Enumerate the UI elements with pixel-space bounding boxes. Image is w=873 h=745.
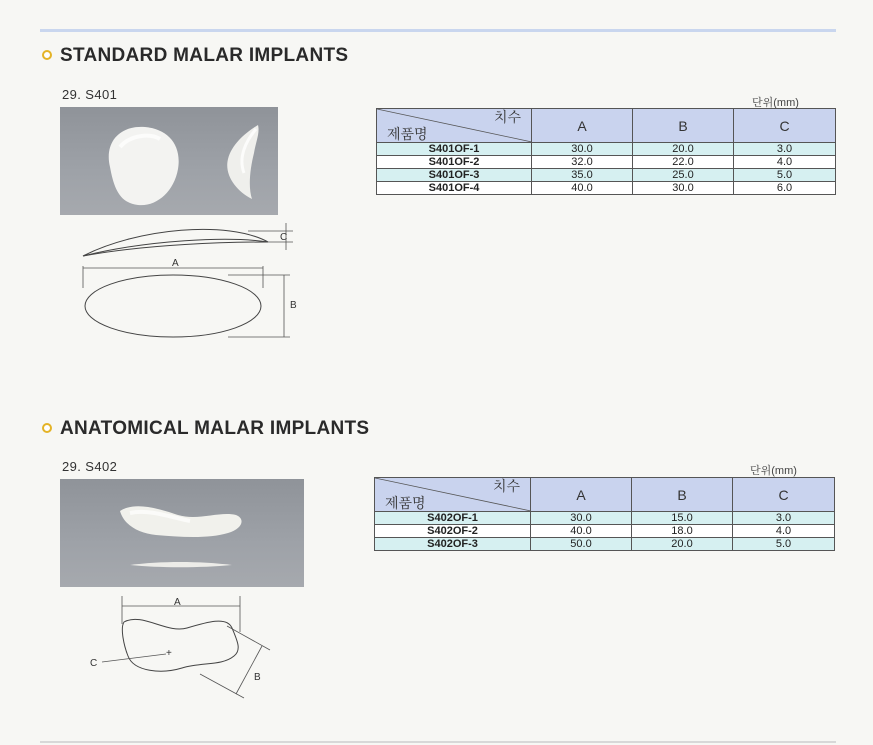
implant-photo-image xyxy=(60,479,304,587)
table-corner-header xyxy=(377,109,532,143)
value-cell: 4.0 xyxy=(734,156,836,169)
product-name-cell: S402OF-3 xyxy=(375,538,531,551)
header-product-name: 제품명 xyxy=(387,126,428,142)
value-cell: 30.0 xyxy=(633,182,734,195)
table-row xyxy=(377,169,836,182)
table-row xyxy=(375,512,835,525)
value-cell: 5.0 xyxy=(733,538,835,551)
diagram-label-a: A xyxy=(174,597,181,608)
table-row xyxy=(375,525,835,538)
product-name-cell: S402OF-1 xyxy=(375,512,531,525)
value-cell: 20.0 xyxy=(632,538,733,551)
value-cell: 5.0 xyxy=(734,169,836,182)
value-cell: 3.0 xyxy=(733,512,835,525)
value-cell: 30.0 xyxy=(532,143,633,156)
column-header-a: A xyxy=(531,478,632,512)
diagram-label-b: B xyxy=(254,672,261,683)
value-cell: 40.0 xyxy=(532,182,633,195)
value-cell: 50.0 xyxy=(531,538,632,551)
header-dimension: 치수 xyxy=(493,109,521,125)
spec-table-s401 xyxy=(376,108,836,195)
product-name-cell: S401OF-2 xyxy=(377,156,532,169)
product-name-cell: S401OF-4 xyxy=(377,182,532,195)
value-cell: 40.0 xyxy=(531,525,632,538)
value-cell: 22.0 xyxy=(633,156,734,169)
top-divider xyxy=(40,29,836,32)
section-title-text: ANATOMICAL MALAR IMPLANTS xyxy=(60,418,370,439)
section-title-anatomical xyxy=(42,418,369,440)
table-row xyxy=(375,538,835,551)
value-cell: 3.0 xyxy=(734,143,836,156)
value-cell: 15.0 xyxy=(632,512,733,525)
column-header-a: A xyxy=(532,109,633,143)
product-code: 29. S401 xyxy=(62,87,118,102)
value-cell: 20.0 xyxy=(633,143,734,156)
diagram-label-c: C xyxy=(280,232,288,243)
section-title-text: STANDARD MALAR IMPLANTS xyxy=(60,45,349,66)
column-header-c: C xyxy=(734,109,836,143)
dimension-diagram-s402 xyxy=(82,594,282,706)
unit-label: 단위(mm) xyxy=(750,465,797,477)
table-row xyxy=(377,143,836,156)
product-code: 29. S402 xyxy=(62,459,118,474)
product-name-cell: S401OF-1 xyxy=(377,143,532,156)
spec-table-s402 xyxy=(374,477,835,551)
implant-photo-image xyxy=(60,107,278,215)
value-cell: 4.0 xyxy=(733,525,835,538)
diagram-label-b: B xyxy=(290,300,297,311)
value-cell: 18.0 xyxy=(632,525,733,538)
dimension-diagram-s401 xyxy=(78,218,318,343)
column-header-b: B xyxy=(632,478,733,512)
value-cell: 35.0 xyxy=(532,169,633,182)
table-row xyxy=(377,182,836,195)
value-cell: 6.0 xyxy=(734,182,836,195)
bullet-icon xyxy=(42,423,52,433)
bottom-divider xyxy=(40,741,836,743)
product-photo-s401 xyxy=(60,107,278,215)
column-header-b: B xyxy=(633,109,734,143)
value-cell: 30.0 xyxy=(531,512,632,525)
unit-label: 단위(mm) xyxy=(752,97,799,109)
table-row xyxy=(377,156,836,169)
product-name-cell: S401OF-3 xyxy=(377,169,532,182)
product-name-cell: S402OF-2 xyxy=(375,525,531,538)
section-title-standard xyxy=(42,45,348,67)
value-cell: 32.0 xyxy=(532,156,633,169)
value-cell: 25.0 xyxy=(633,169,734,182)
product-photo-s402 xyxy=(60,479,304,587)
center-mark: + xyxy=(166,648,172,659)
header-dimension: 치수 xyxy=(492,478,520,494)
bullet-icon xyxy=(42,50,52,60)
table-corner-header xyxy=(375,478,531,512)
header-product-name: 제품명 xyxy=(385,495,426,511)
column-header-c: C xyxy=(733,478,835,512)
diagram-label-c: C xyxy=(90,658,98,669)
diagram-label-a: A xyxy=(172,258,179,269)
